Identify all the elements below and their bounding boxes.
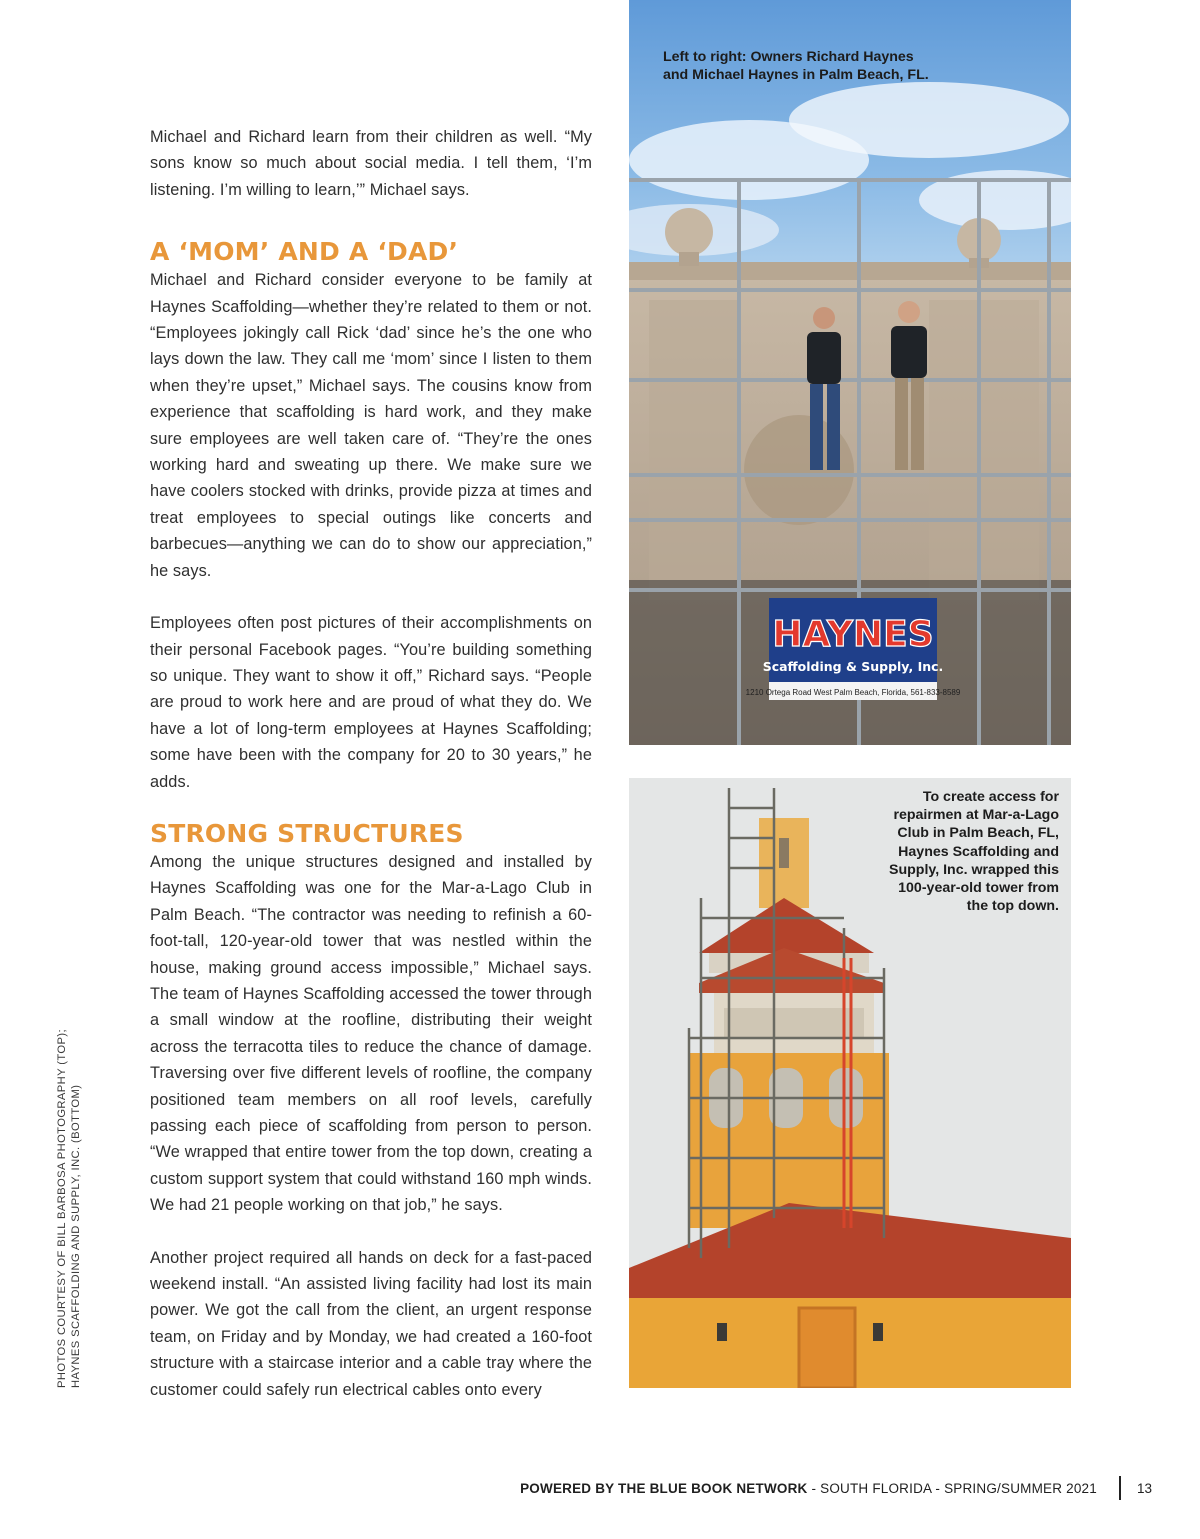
- footer-divider: [1119, 1476, 1121, 1500]
- photo-credit: [56, 1029, 83, 1388]
- article-paragraph-5: Another project required all hands on deck for a fast-paced weekend install. “An assisted living facility had lost its main power. We got the call from the client, an urgent response team, on Friday and by Monday, we had created a 160-foot structure with a staircase interior and a cable tray where the customer could safely run electrical cables onto every: [150, 1248, 592, 1399]
- footer-edition: - SOUTH FLORIDA - SPRING/SUMMER 2021: [807, 1480, 1097, 1496]
- owners-photo-illustration: [629, 0, 1071, 745]
- top-photo-caption: Left to right: Owners Richard Haynes and Michael Haynes in Palm Beach, FL.: [663, 49, 929, 84]
- article-paragraph-3: Employees often post pictures of their accomplishments on their personal Facebook pages. “You’re building something so unique. They want to show it off,” Richard says. “People are proud to work here and are proud of what they do. We have a lot of long-term employees at Haynes Scaffolding; some have been with the company for 20 to 30 years,” he adds.: [150, 614, 592, 791]
- bottom-photo-caption: To create access for repairmen at Mar-a-Lago Club in Palm Beach, FL, Haynes Scaffolding and Supply, Inc. wrapped this 100-year-old tower from the top down.: [888, 789, 1059, 915]
- banner-name: HAYNES: [772, 614, 934, 655]
- photo-credit-line-2: HAYNES SCAFFOLDING AND SUPPLY, INC. (BOTTOM): [69, 1084, 82, 1388]
- article-paragraph-2: Michael and Richard consider everyone to be family at Haynes Scaffolding—whether they’re related to them or not. “Employees jokingly call Rick ‘dad’ since he’s the one who lays down the law. They call me ‘mom’ since I listen to them when they’re upset,” Michael says. The cousins know from experience that scaffolding is hard work, and they make sure employees are well taken care of. “They’re the ones working hard and sweating up there. We make sure we have coolers stocked with drinks, provide pizza at times and treat employees to special outings like concerts and barbecues—anything we can do to show our appreciation,” he says.: [150, 271, 592, 580]
- photo-credit-line-1: PHOTOS COURTESY OF BILL BARBOSA PHOTOGRAPHY (TOP);: [56, 1028, 68, 1388]
- section-heading-mom-dad: A ‘MOM’ AND A ‘DAD’: [150, 237, 459, 267]
- photo-mar-a-lago-tower: [629, 778, 1071, 1388]
- page-number: 13: [1136, 1480, 1152, 1496]
- page-footer: [520, 1478, 1152, 1498]
- article-paragraph-4: Among the unique structures designed and installed by Haynes Scaffolding was one for the Mar-a-Lago Club in Palm Beach. “The contractor was needing to refinish a 60-foot-tall, 120-year-old tower that was nestled within the house, making ground access impossible,” Michael says. The team of Haynes Scaffolding accessed the tower through a small window at the roofline, distributing their weight across the terracotta tiles to reduce the chance of damage. Traversing over five different levels of roofline, the company positioned team members on all roof levels, carefully passing each piece of scaffolding from person to person. “We wrapped that entire tower from the top down, creating a custom support system that could withstand 160 mph winds. We had 21 people working on that job,” he says.: [150, 852, 592, 1215]
- banner-address: 1210 Ortega Road West Palm Beach, Florida, 561-833-8589: [745, 688, 961, 697]
- banner-subtitle: Scaffolding & Supply, Inc.: [762, 659, 944, 674]
- section-heading-strong-structures: STRONG STRUCTURES: [150, 818, 464, 848]
- article-paragraph-1: Michael and Richard learn from their children as well. “My sons know so much about social media. I tell them, ‘I’m listening. I’m willing to learn,’” Michael says.: [150, 128, 592, 199]
- article-column: [150, 124, 592, 1403]
- photo-owners-scaffolding: [629, 0, 1071, 745]
- footer-brand: POWERED BY THE BLUE BOOK NETWORK: [520, 1480, 808, 1496]
